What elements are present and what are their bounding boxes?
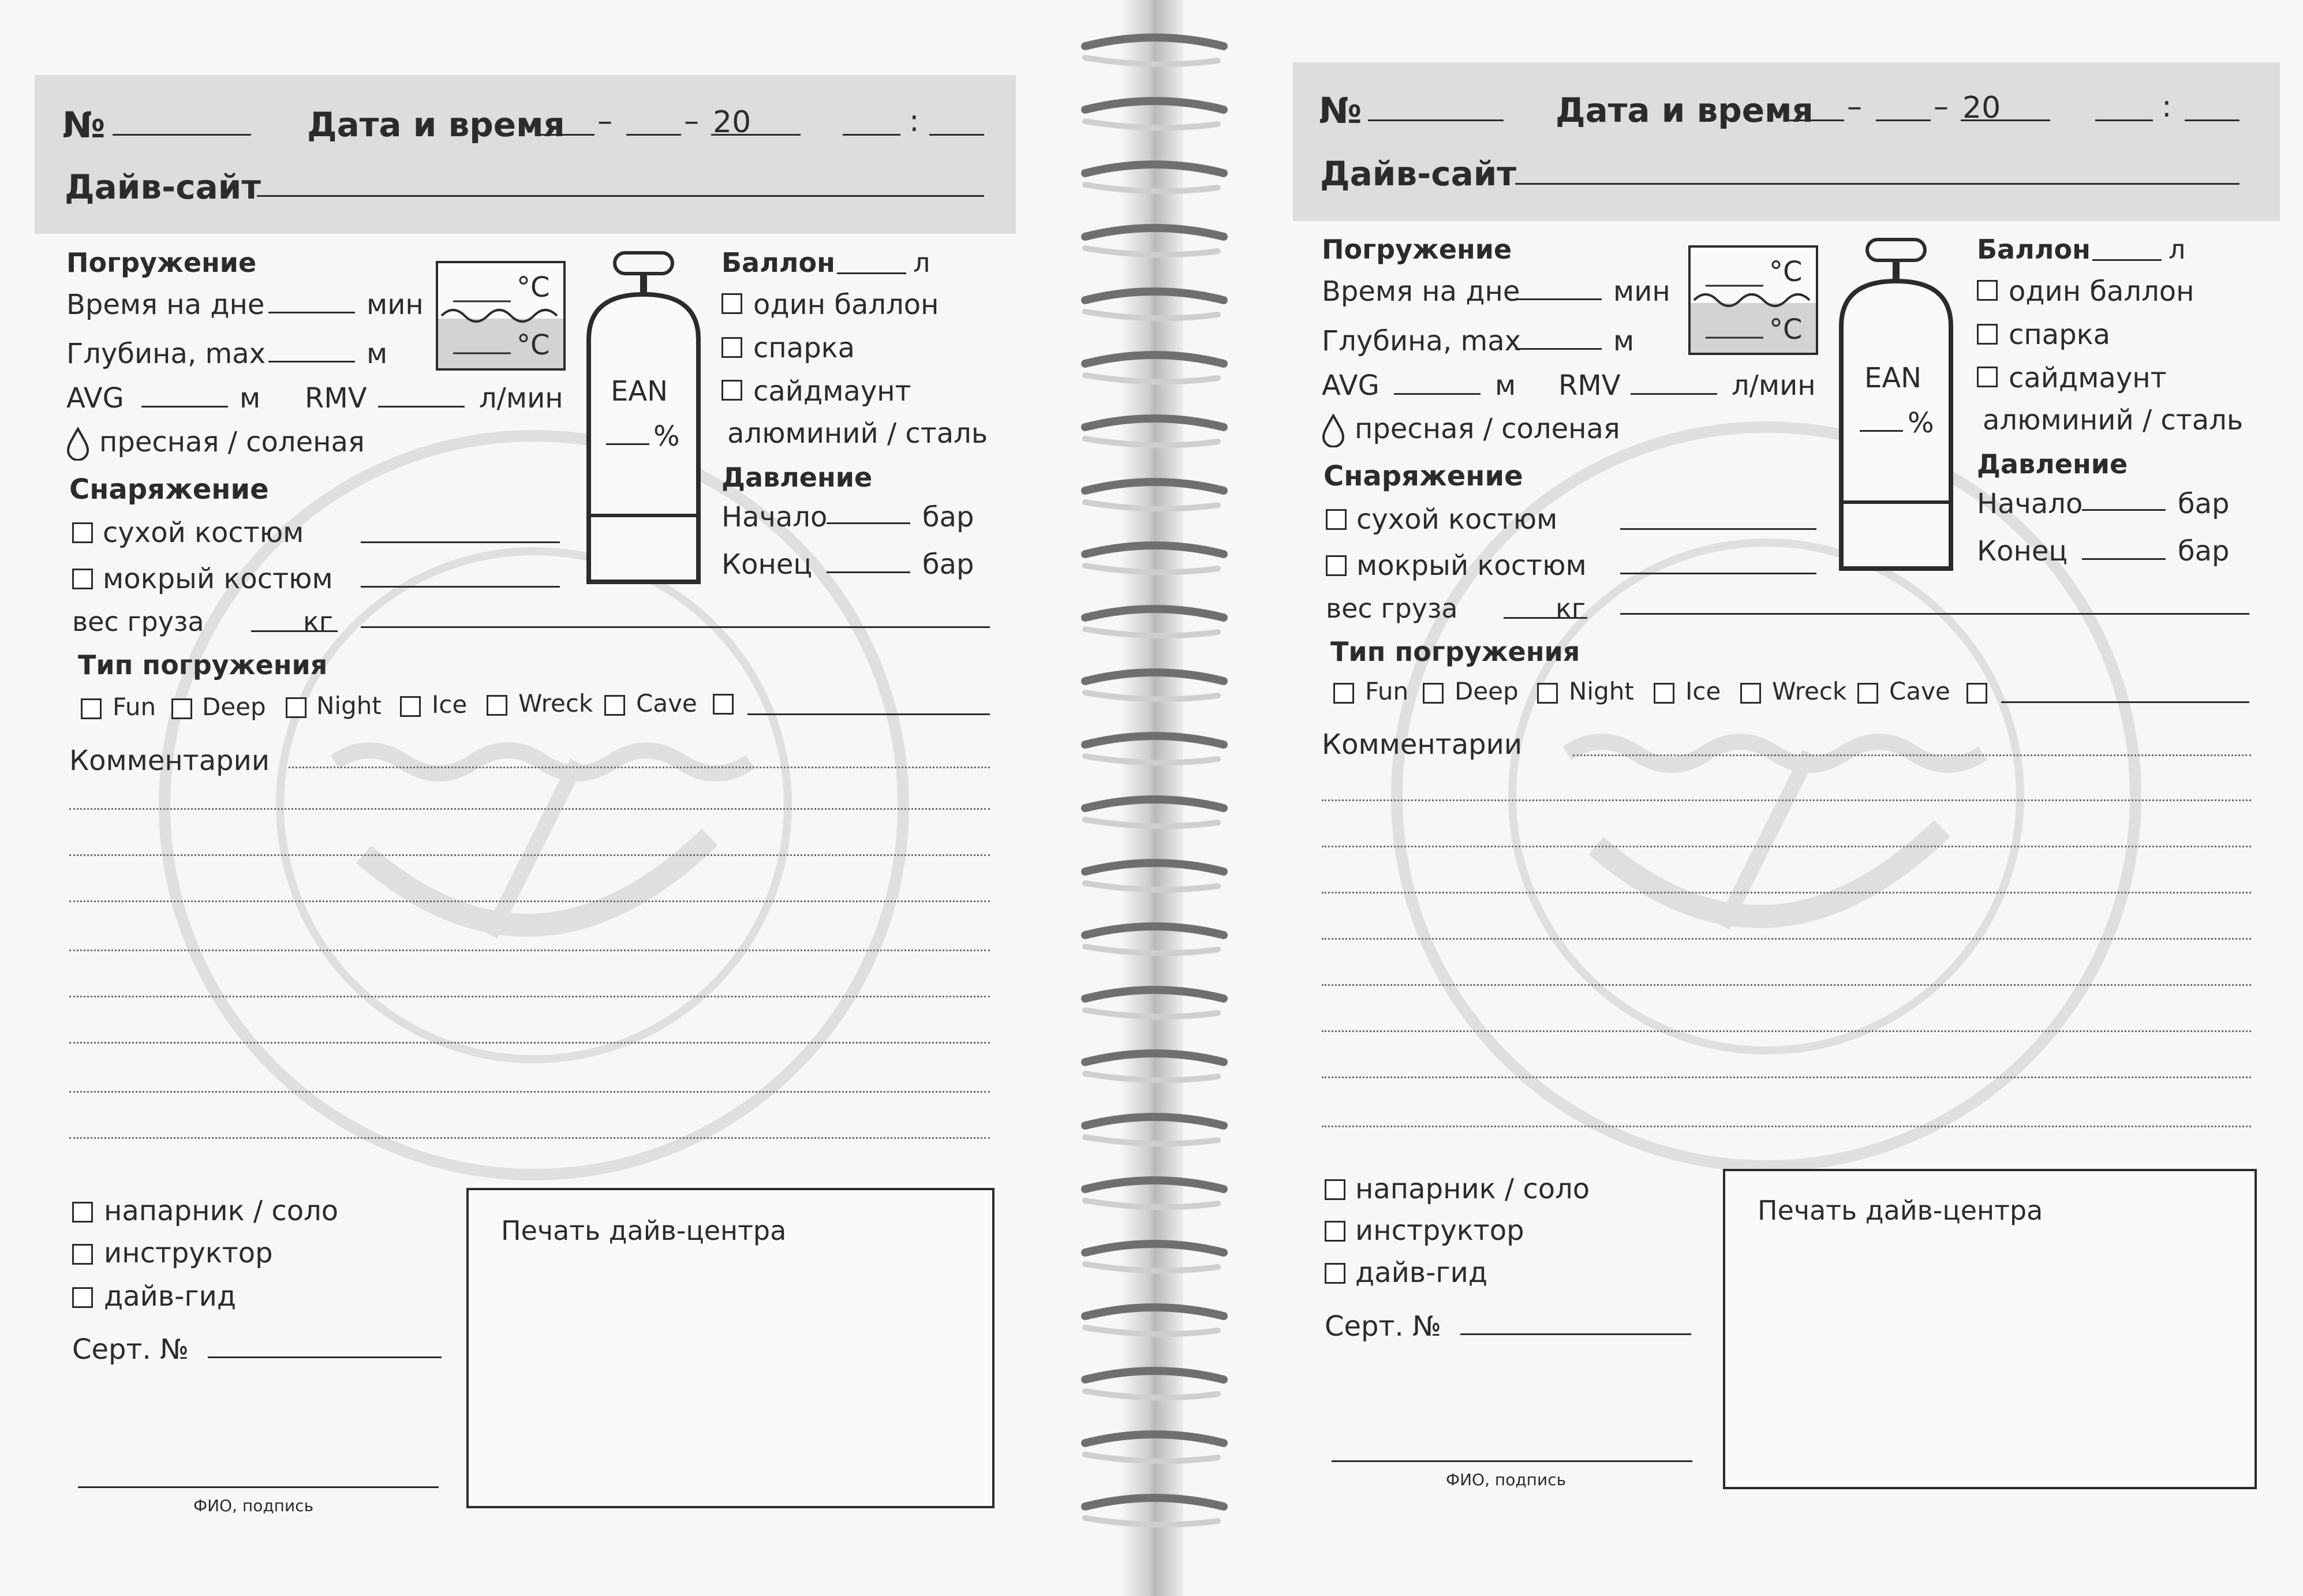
ean-field[interactable] [606,443,649,445]
wreck-checkbox[interactable] [1740,683,1761,704]
day-field[interactable] [540,134,595,136]
comments-line[interactable] [69,900,990,902]
signature-caption: ФИО, подпись [193,1496,314,1515]
cert-field[interactable] [208,1356,442,1358]
wreck-checkbox[interactable] [487,695,507,716]
start-pressure-field[interactable] [827,522,910,524]
sidemount-label: сайдмаунт [2009,362,2167,394]
dive-log-form [1172,0,2300,1587]
site-label: Дайв-сайт [65,167,261,207]
pressure-heading: Давление [721,462,873,493]
avg-label: AVG [66,382,124,414]
number-field[interactable] [1368,119,1504,121]
tank-volume-unit: л [913,247,930,278]
avg-field[interactable] [141,406,228,408]
buddy-solo-checkbox[interactable] [1325,1179,1345,1200]
end-pressure-field[interactable] [2082,558,2166,560]
spiral-binding [1074,23,1235,1558]
night-label: Night [316,692,382,720]
instructor-label: инструктор [104,1237,273,1269]
wetsuit-checkbox[interactable] [72,569,93,589]
min-unit: мин [367,289,424,321]
comments-line[interactable] [1573,754,2251,756]
instructor-checkbox[interactable] [72,1244,93,1265]
rmv-field[interactable] [1631,393,1717,395]
wreck-label: Wreck [1772,677,1847,705]
avg-field[interactable] [1394,393,1480,395]
buddy-solo-checkbox[interactable] [72,1202,93,1223]
dash-2: – [684,104,699,139]
signature-field[interactable] [78,1486,439,1488]
comments-line[interactable] [69,1091,990,1093]
comments-line[interactable] [1322,846,2251,847]
start-pressure-unit: бар [2178,488,2230,520]
wetsuit-label: мокрый костюм [1356,550,1587,582]
cert-label: Серт. № [72,1333,189,1366]
year-field[interactable] [1961,119,2050,121]
weight-label: вес груза [1326,593,1458,624]
single-tank-label: один баллон [2009,275,2194,308]
right-page [1172,0,2303,1596]
immersion-heading: Погружение [1322,234,1512,265]
dash-2: – [1934,89,1949,124]
minute-field[interactable] [2185,119,2240,121]
start-pressure-field[interactable] [2082,509,2166,511]
drysuit-field[interactable] [361,541,560,543]
stamp-label: Печать дайв-центра [501,1215,787,1246]
deep-checkbox[interactable] [171,698,192,719]
tank-volume-field[interactable] [2092,259,2162,261]
year-prefix: 20 [1962,91,2001,125]
night-checkbox[interactable] [286,697,306,718]
start-pressure-unit: бар [922,501,974,533]
month-field[interactable] [626,134,681,136]
surface-temp-unit: °C [1769,256,1803,288]
wetsuit-field[interactable] [361,586,560,588]
cave-checkbox[interactable] [604,695,625,716]
instructor-label: инструктор [1355,1214,1524,1247]
comments-line[interactable] [1322,1030,2251,1032]
tank-volume-field[interactable] [837,272,906,274]
weight-label: вес груза [72,606,204,637]
cave-label: Cave [636,689,697,717]
deep-checkbox[interactable] [1423,683,1444,704]
wetsuit-label: мокрый костюм [103,563,333,595]
wreck-label: Wreck [518,689,593,717]
time-colon: : [909,104,919,139]
twin-tank-checkbox[interactable] [721,337,742,358]
start-pressure-label: Начало [721,501,828,533]
deep-label: Deep [202,693,266,721]
cert-label: Серт. № [1325,1310,1441,1343]
number-label: № [1319,89,1362,132]
bottom-time-field[interactable] [268,312,355,313]
comments-line[interactable] [1322,1077,2251,1078]
single-tank-label: один баллон [753,289,939,321]
month-field[interactable] [1876,119,1931,121]
bottom-time-label: Время на дне [66,289,265,321]
fun-label: Fun [1365,677,1409,705]
site-field[interactable] [1515,183,2240,185]
twin-tank-label: спарка [753,332,855,364]
other-type-field[interactable] [747,713,990,715]
comments-line[interactable] [69,808,990,810]
gear-heading: Снаряжение [1324,460,1523,492]
wetsuit-checkbox[interactable] [1326,555,1347,576]
tank-volume-unit: л [2169,234,2186,265]
left-page [0,0,1131,1596]
number-label: № [62,104,106,146]
sidemount-label: сайдмаунт [753,375,911,408]
weight-unit: кг [1556,593,1586,624]
depth-unit: м [367,338,388,370]
bottom-time-label: Время на дне [1322,275,1520,308]
other-type-checkbox[interactable] [713,694,734,715]
depth-label: Глубина, max [1322,325,1521,357]
twin-tank-checkbox[interactable] [1977,324,1998,345]
ice-checkbox[interactable] [400,696,421,717]
tank-material-label: алюминий / сталь [1983,404,2244,436]
divemaster-label: дайв-гид [1355,1257,1488,1289]
tank-icon [583,247,704,588]
drysuit-checkbox[interactable] [72,522,93,543]
instructor-checkbox[interactable] [1325,1221,1345,1242]
bottom-time-field[interactable] [1515,298,1602,300]
gear-notes-field[interactable] [1620,613,2249,615]
drysuit-label: сухой костюм [1356,503,1558,536]
drysuit-checkbox[interactable] [1326,509,1347,530]
end-pressure-label: Конец [721,548,813,581]
comments-line[interactable] [69,854,990,856]
single-tank-checkbox[interactable] [721,293,742,314]
tank-heading: Баллон [721,247,835,278]
hour-field[interactable] [2095,119,2153,121]
comments-line[interactable] [1322,1126,2251,1127]
comments-line[interactable] [1322,892,2251,894]
comments-line[interactable] [1322,799,2251,801]
other-type-checkbox[interactable] [1966,683,1987,704]
min-unit: мин [1613,275,1670,308]
rmv-field[interactable] [378,406,465,408]
header-band [1293,62,2280,221]
ice-checkbox[interactable] [1654,683,1674,704]
fun-label: Fun [113,693,156,721]
ean-label: EAN [1864,362,1922,394]
comments-line[interactable] [1322,938,2251,940]
signature-field[interactable] [1332,1460,1692,1462]
depth-label: Глубина, max [66,338,266,370]
rmv-unit: л/мин [1732,369,1816,402]
depth-field[interactable] [1515,348,1602,350]
datetime-label: Дата и время [307,105,565,144]
end-pressure-field[interactable] [827,571,910,573]
bottom-temp-unit: °C [517,329,550,361]
dive-type-heading: Тип погружения [78,649,328,681]
gear-heading: Снаряжение [69,473,269,506]
depth-unit: м [1613,325,1635,357]
deep-label: Deep [1455,677,1519,705]
dive-log-form [0,0,1131,1596]
fun-checkbox[interactable] [1333,683,1354,704]
ean-percent: % [653,420,680,453]
start-pressure-label: Начало [1977,488,2083,520]
comments-line[interactable] [69,1137,990,1139]
cave-label: Cave [1889,677,1950,705]
number-field[interactable] [113,134,251,136]
ean-percent: % [1908,407,1934,439]
water-type-label: пресная / соленая [1355,413,1620,445]
weight-unit: кг [303,606,333,637]
pressure-heading: Давление [1977,448,2128,480]
hour-field[interactable] [843,134,900,136]
single-tank-checkbox[interactable] [1977,280,1998,301]
night-checkbox[interactable] [1537,683,1558,704]
comments-line[interactable] [69,1042,990,1044]
site-field[interactable] [257,195,984,197]
bottom-temp-unit: °C [1769,313,1803,346]
sidemount-checkbox[interactable] [721,380,742,401]
rmv-unit: л/мин [479,382,563,414]
dash-1: – [597,104,612,139]
avg-label: AVG [1322,369,1379,402]
ean-label: EAN [611,375,668,408]
comments-line[interactable] [69,996,990,997]
depth-field[interactable] [268,361,355,362]
water-drop-icon [1322,414,1345,447]
comments-line[interactable] [1322,984,2251,986]
rmv-label: RMV [1558,369,1621,402]
ean-field[interactable] [1860,430,1903,432]
site-label: Дайв-сайт [1320,154,1516,193]
rmv-label: RMV [305,382,367,414]
tank-icon [1835,234,1957,574]
drysuit-label: сухой костюм [103,517,304,549]
comments-line[interactable] [69,950,990,951]
signature-caption: ФИО, подпись [1446,1470,1567,1489]
divemaster-checkbox[interactable] [1325,1263,1345,1284]
other-type-field[interactable] [2001,701,2249,703]
tank-heading: Баллон [1977,234,2091,265]
sidemount-checkbox[interactable] [1977,367,1998,387]
header-band [35,75,1016,234]
tank-material-label: алюминий / сталь [727,417,988,450]
divemaster-checkbox[interactable] [72,1287,93,1308]
twin-tank-label: спарка [2009,319,2111,351]
end-pressure-unit: бар [2178,535,2230,567]
water-type-label: пресная / соленая [99,426,365,458]
gear-notes-field[interactable] [361,626,990,628]
end-pressure-label: Конец [1977,535,2068,567]
ice-label: Ice [432,690,468,719]
divemaster-label: дайв-гид [104,1280,237,1313]
ice-label: Ice [1685,677,1721,705]
minute-field[interactable] [929,134,984,136]
comments-line[interactable] [289,767,990,768]
buddy-solo-label: напарник / соло [104,1195,339,1227]
water-drop-icon [66,427,89,461]
night-label: Night [1569,677,1634,705]
time-colon: : [2162,89,2172,124]
datetime-label: Дата и время [1556,91,1814,130]
fun-checkbox[interactable] [81,698,102,719]
comments-label: Комментарии [1322,728,1523,761]
year-prefix: 20 [713,105,752,140]
year-field[interactable] [711,134,801,136]
wetsuit-field[interactable] [1620,573,1816,574]
end-pressure-unit: бар [922,548,974,581]
day-field[interactable] [1789,119,1844,121]
avg-unit: м [1495,369,1516,402]
dive-type-heading: Тип погружения [1330,636,1580,667]
immersion-heading: Погружение [66,247,257,278]
surface-temp-unit: °C [517,271,550,304]
stamp-label: Печать дайв-центра [1758,1195,2043,1226]
cert-field[interactable] [1460,1333,1691,1335]
comments-label: Комментарии [69,745,270,777]
dash-1: – [1847,89,1862,124]
cave-checkbox[interactable] [1857,683,1878,704]
buddy-solo-label: напарник / соло [1355,1173,1590,1205]
avg-unit: м [240,382,261,414]
drysuit-field[interactable] [1620,528,1816,530]
